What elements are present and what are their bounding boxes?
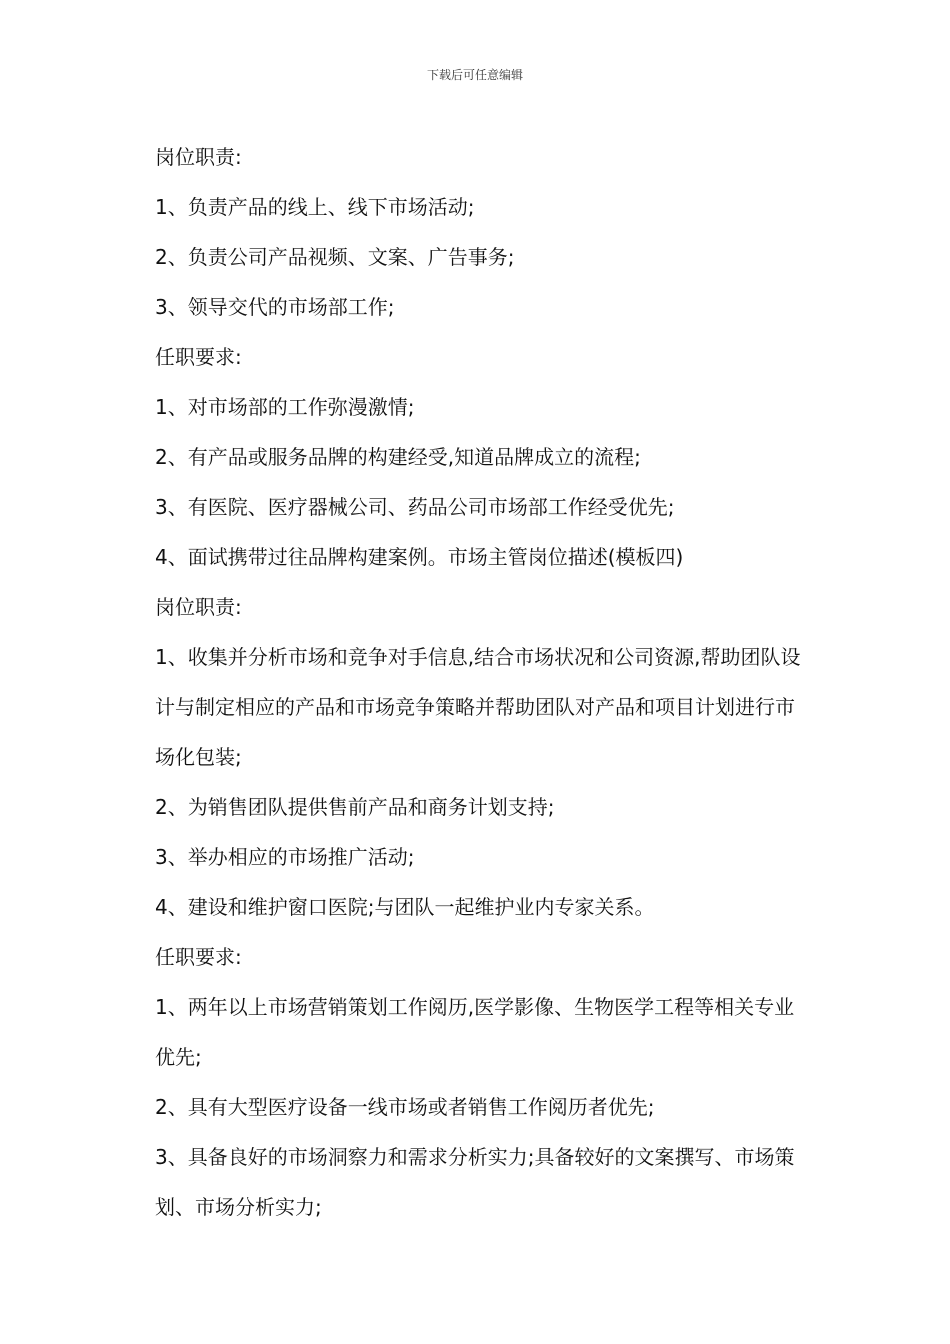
list-item: 2、为销售团队提供售前产品和商务计划支持; <box>155 795 555 819</box>
list-item: 3、领导交代的市场部工作; <box>155 295 395 319</box>
list-item: 3、举办相应的市场推广活动; <box>155 845 415 869</box>
document-body <box>145 132 810 1232</box>
list-item: 1、负责产品的线上、线下市场活动; <box>155 195 475 219</box>
page-header-note: 下载后可任意编辑 <box>426 68 523 82</box>
list-item: 2、负责公司产品视频、文案、广告事务; <box>155 245 515 269</box>
list-item: 4、建设和维护窗口医院;与团队一起维护业内专家关系。 <box>155 895 655 919</box>
list-item: 2、有产品或服务品牌的构建经受,知道品牌成立的流程; <box>155 445 641 469</box>
list-item: 1、两年以上市场营销策划工作阅历,医学影像、生物医学工程等相关专业优先; <box>155 995 795 1069</box>
list-item: 3、有医院、医疗器械公司、药品公司市场部工作经受优先; <box>155 495 675 519</box>
section-heading-duties: 岗位职责: <box>155 145 242 169</box>
list-item: 4、面试携带过往品牌构建案例。市场主管岗位描述(模板四) <box>155 545 684 569</box>
section-heading-requirements: 任职要求: <box>155 345 242 369</box>
list-item: 2、具有大型医疗设备一线市场或者销售工作阅历者优先; <box>155 1095 655 1119</box>
section-heading-requirements: 任职要求: <box>155 945 242 969</box>
list-item: 1、对市场部的工作弥漫激情; <box>155 395 415 419</box>
list-item: 1、收集并分析市场和竞争对手信息,结合市场状况和公司资源,帮助团队设计与制定相应的产品和市场竞争策略并帮助团队对产品和项目计划进行市场化包装; <box>155 645 801 769</box>
section-heading-duties: 岗位职责: <box>155 595 242 619</box>
list-item: 3、具备良好的市场洞察力和需求分析实力;具备较好的文案撰写、市场策划、市场分析实力; <box>155 1145 795 1219</box>
